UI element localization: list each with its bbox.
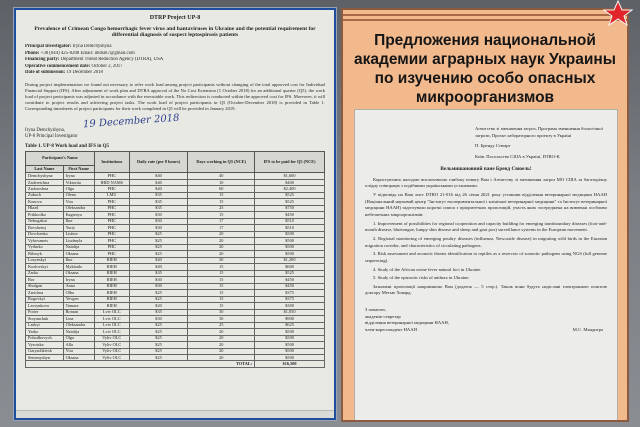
- table-cell: $500: [255, 251, 325, 257]
- col-header-rate: Daily rate (per 8 hours): [129, 152, 188, 173]
- table-cell: 17: [188, 225, 255, 231]
- meta-label: Operative commencement date:: [25, 63, 91, 69]
- table-cell: $900: [255, 316, 325, 322]
- table-cell: 20: [188, 354, 255, 360]
- table-cell: $2,400: [255, 186, 325, 192]
- table-cell: Oksana: [63, 270, 94, 276]
- table-cell: $600: [255, 264, 325, 270]
- table-cell: $375: [255, 290, 325, 296]
- workload-table: [25, 151, 325, 368]
- table-cell: $375: [255, 296, 325, 302]
- table-cell: $25: [129, 231, 188, 237]
- table-cell: Porter: [26, 309, 64, 315]
- total-value: $16,500: [255, 361, 325, 367]
- table-cell: PHC: [94, 225, 129, 231]
- table-cell: $500: [255, 244, 325, 250]
- table-cell: 15: [188, 303, 255, 309]
- table-cell: $510: [255, 225, 325, 231]
- table-cell: Vyliv OLC: [94, 348, 129, 354]
- red-star-icon: [598, 0, 638, 26]
- meta-label: Phone:: [25, 50, 40, 56]
- table-cell: Ihor: [63, 257, 94, 263]
- table-cell: $40: [129, 186, 188, 192]
- table-cell: Zarichna: [26, 290, 64, 296]
- table-cell: PHC: [94, 218, 129, 224]
- table-cell: $500: [255, 335, 325, 341]
- project-title: Prevalence of Crimean Congo hemorrhagic fever virus and hantaviruses in Ukraine and the potential requirement for differential diagnosis of suspect leptospirosis patients: [34, 25, 316, 39]
- table-cell: Stoyanchuk: [26, 316, 64, 322]
- meta-value: October 2, 2017: [91, 63, 123, 69]
- letter-closing: [365, 307, 607, 334]
- table-cell: Vira: [63, 199, 94, 205]
- table-cell: PHC: [94, 212, 129, 218]
- table-cell: RIEH: [94, 303, 129, 309]
- table-cell: Zadoroshna: [26, 186, 64, 192]
- table-cell: Vyhovanets: [26, 238, 64, 244]
- table-cell: $25: [129, 322, 188, 328]
- table-cell: 20: [188, 231, 255, 237]
- table-cell: Liudmyla: [63, 238, 94, 244]
- table-cell: Oksana: [63, 251, 94, 257]
- table-cell: Prikhodko: [26, 212, 64, 218]
- table-cell: $625: [255, 322, 325, 328]
- table-cell: Lviv OLC: [94, 316, 129, 322]
- table-cell: Eugeniya: [63, 212, 94, 218]
- table-cell: $300: [255, 303, 325, 309]
- table-cell: RIEH: [94, 283, 129, 289]
- table-cell: Natalija: [63, 244, 94, 250]
- table-cell: $25: [129, 296, 188, 302]
- table-cell: 25: [188, 322, 255, 328]
- table-cell: Olga: [63, 186, 94, 192]
- table-cell: Zarko: [26, 270, 64, 276]
- table-cell: Oleksandra: [63, 322, 94, 328]
- table-cell: $25: [129, 244, 188, 250]
- table-cell: $500: [255, 348, 325, 354]
- table-cell: 15: [188, 270, 255, 276]
- table-cell: 60: [188, 186, 255, 192]
- table-cell: 15: [188, 199, 255, 205]
- meta-value: Department Threat Reduction Agency (DTRA), USA: [60, 57, 164, 63]
- table-cell: $30: [129, 283, 188, 289]
- table-cell: Oksana: [63, 354, 94, 360]
- closing-line: З повагою,: [365, 307, 386, 313]
- table-cell: $25: [129, 342, 188, 348]
- proposal-slide-panel: [341, 8, 629, 422]
- table-cell: Kozlovskyi: [26, 264, 64, 270]
- table-cell: 20: [188, 342, 255, 348]
- table-cell: 20: [188, 335, 255, 341]
- table-cell: 15: [188, 283, 255, 289]
- table-cell: 20: [188, 244, 255, 250]
- slide-stripe: [343, 19, 627, 21]
- table-cell: $1,050: [255, 309, 325, 315]
- table-cell: $35: [129, 309, 188, 315]
- project-document-panel: [14, 8, 336, 420]
- letter-paragraph: 2. Regional monitoring of emerging poultry diseases (influenza, Newcastle disease) in migrating wild birds in the Eurasian migration corridor, and characteristics of circulating pathogens.: [365, 235, 607, 248]
- table-cell: $25: [129, 354, 188, 360]
- table-cell: Vyliv OLC: [94, 354, 129, 360]
- table-cell: 20: [188, 238, 255, 244]
- table-cell: LMU: [94, 192, 129, 198]
- table-cell: $40: [129, 173, 188, 179]
- table-cell: Vyliv OLC: [94, 342, 129, 348]
- table-cell: $25: [129, 329, 188, 335]
- panel-footer: [16, 410, 334, 418]
- table-cell: $1,600: [255, 173, 325, 179]
- table-cell: Shulgan: [26, 283, 64, 289]
- table-cell: Iryna: [63, 277, 94, 283]
- document-header: [25, 15, 325, 39]
- signer: [25, 128, 78, 140]
- table-cell: Lviv OLC: [94, 329, 129, 335]
- table-cell: $510: [255, 218, 325, 224]
- table-cell: Oleksandra: [63, 205, 94, 211]
- table-cell: PHC: [94, 231, 129, 237]
- participants-group-header: Participant's Name: [26, 152, 95, 166]
- table-cell: Lozynskyi: [26, 257, 64, 263]
- table-cell: PHC: [94, 199, 129, 205]
- table-cell: Natalija: [63, 329, 94, 335]
- table-cell: $25: [129, 335, 188, 341]
- table-cell: $500: [255, 231, 325, 237]
- table-cell: Bovshensj: [26, 225, 64, 231]
- table-cell: $25: [129, 290, 188, 296]
- col-header-last-name: Last Name: [26, 166, 64, 173]
- table-cell: $450: [255, 212, 325, 218]
- table-cell: 15: [188, 212, 255, 218]
- table-cell: $40: [129, 179, 188, 185]
- table-cell: 25: [188, 205, 255, 211]
- table-cell: $35: [129, 199, 188, 205]
- table-cell: PHC: [94, 251, 129, 257]
- table-cell: Konova: [26, 199, 64, 205]
- letter-paragraph: Зазначені пропозиції направляємо Вам (додаток — 5 стор.). Також вони будуть надіслані електронною поштою доктору Метью Ховард.: [365, 283, 607, 296]
- meta-label: Date of submission:: [25, 70, 66, 76]
- signature-block: [25, 112, 325, 143]
- table-cell: Zubach: [26, 192, 64, 198]
- table-cell: Yevgen: [63, 296, 94, 302]
- table-cell: 17: [188, 218, 255, 224]
- closing-line: член-кореспондент НААН: [365, 327, 417, 333]
- table-cell: Vydurko: [26, 244, 64, 250]
- table-cell: Hlazd: [26, 205, 64, 211]
- table-cell: $1,200: [255, 257, 325, 263]
- table-cell: IHID NAMS: [94, 179, 129, 185]
- closing-line: академік-секретар: [365, 313, 401, 319]
- table-cell: 40: [188, 173, 255, 179]
- table-cell: 15: [188, 192, 255, 198]
- letter-paragraph: 4. Study of the African swine fever natural foci in Ukraine.: [373, 266, 482, 272]
- letter-signer: М.С. Мандигра: [572, 327, 603, 333]
- table-cell: $35: [129, 192, 188, 198]
- signer-name: Iryna Demchyshyna,: [25, 128, 65, 134]
- table-cell: $20: [129, 303, 188, 309]
- table-cell: $750: [255, 205, 325, 211]
- table-cell: $30: [129, 277, 188, 283]
- col-header-days: Days working in Q5 (NCE): [188, 152, 255, 173]
- table-cell: Liubov: [63, 231, 94, 237]
- table-cell: Mykhailo: [63, 264, 94, 270]
- table-cell: 20: [188, 251, 255, 257]
- col-header-institution: Institutions: [94, 152, 129, 173]
- table-cell: 30: [188, 257, 255, 263]
- table-cell: Anna: [63, 283, 94, 289]
- table-cell: Semenyshyn: [26, 354, 64, 360]
- table-cell: Yuriy: [63, 225, 94, 231]
- letter-salutation: Вельмишановний пане Бренд Свюель!: [440, 165, 532, 172]
- table-cell: Alla: [63, 342, 94, 348]
- table-cell: $525: [255, 270, 325, 276]
- letter-paragraph: 5. Study of the epizootic risks of anthrax in Ukraine.: [373, 275, 470, 281]
- letter-body: [365, 177, 607, 298]
- letter-signature: [365, 307, 607, 334]
- letter-paragraph: Користуючись нагодою висловлюємо глибоку повагу Вам і Агентству зі зменшення загроз МО США за багаторічну плідну співпрацю з подібними українськими установами.: [365, 176, 607, 189]
- project-meta: [25, 44, 325, 76]
- table-cell: RIEH: [94, 296, 129, 302]
- table-cell: Vyliv OLC: [94, 335, 129, 341]
- table-cell: $30: [129, 316, 188, 322]
- table-cell: RIEH: [94, 257, 129, 263]
- address-line: Агентство зі зменшення загроз, Програма зменшення біологічної загрози, Проєкт лабораторного проекту в Україні: [475, 126, 603, 138]
- table-cell: Pohodkovych: [26, 335, 64, 341]
- table-cell: $400: [255, 179, 325, 185]
- table-cell: $500: [255, 354, 325, 360]
- table-cell: Yarko: [26, 329, 64, 335]
- table-total-row: [26, 361, 325, 367]
- table-cell: $500: [255, 342, 325, 348]
- table-cell: Garyachkivsk: [26, 348, 64, 354]
- signer-role: UP-8 Principal Investigator: [25, 134, 78, 140]
- table-cell: Demchyshyna: [26, 173, 64, 179]
- table-cell: $35: [129, 205, 188, 211]
- table-cell: $25: [129, 251, 188, 257]
- table-cell: 20: [188, 329, 255, 335]
- table-cell: $35: [129, 270, 188, 276]
- table-cell: $25: [129, 348, 188, 354]
- table-cell: Roman: [63, 309, 94, 315]
- table-cell: 30: [188, 316, 255, 322]
- col-header-ifs: IFS to be paid for Q5 (NCE): [255, 152, 325, 173]
- table-cell: $40: [129, 264, 188, 270]
- meta-value: +38 (044) 425-0208 Email: imdsm7@gmail.com: [40, 50, 135, 56]
- meta-label: Principal Investigator:: [25, 44, 72, 50]
- table-cell: PHC: [94, 238, 129, 244]
- table-cell: Lina: [63, 316, 94, 322]
- table-cell: Lavrynkova: [26, 303, 64, 309]
- table-cell: PHC: [94, 186, 129, 192]
- address-line: П. Бренду Стюарт: [475, 143, 511, 149]
- meta-value: 19 December 2018: [66, 70, 103, 76]
- document-body: During project implementation we found out necessary to refer work load among project participants without changing of the total approved cost for Individual Financial Support (IFS). After adjustment of work plan and DTRA approval of the No Cost Extension (1 October 2018) for an additional quarter (Q5), the work load of project participants was adjusted in accordance with the executable work. This redirection is conducted within the approved cost for IFS. Moreover, it will contribute to project results and achieving project tasks. The work load of project participants in Q5 (October-December 2018) is provided in Table 1. Corresponding timesheets of project participants for their work completed in Q5 will be provided in January 2019.: [25, 81, 325, 112]
- table-cell: 30: [188, 309, 255, 315]
- table-cell: Nebogakut: [26, 218, 64, 224]
- letter-address: [475, 126, 607, 161]
- table-cell: Zaderetchna: [26, 179, 64, 185]
- table-cell: Lviv OLC: [94, 322, 129, 328]
- project-code: DTRP Project UP-8: [149, 15, 201, 21]
- table-cell: Olena: [63, 192, 94, 198]
- col-header-first-name: First Name: [63, 166, 94, 173]
- letter-paragraph: 3. Risk assessment and zoonotic threats identification to reptiles as a reservoir of zoonotic pathogens using NGS (full genome sequencing).: [365, 251, 607, 263]
- table-cell: $25: [129, 238, 188, 244]
- slide-stripe: [343, 14, 627, 16]
- letter-paragraph: 1. Improvement of possibilities for regional cooperation and capacity building for emerging transboundary diseases (foot-and-mouth disease, bluetongue, lumpy skin disease and sheep and goat pox) surveillance systems in the European movement.: [365, 220, 607, 233]
- table-cell: Vysotska: [26, 342, 64, 348]
- table-cell: 15: [188, 296, 255, 302]
- table-cell: RIEH: [94, 264, 129, 270]
- table-cell: $30: [129, 218, 188, 224]
- table-cell: Bilonyk: [26, 251, 64, 257]
- table-cell: Rogovkyi: [26, 296, 64, 302]
- table-cell: $525: [255, 192, 325, 198]
- table-cell: Bor: [26, 277, 64, 283]
- workload-table-body: [26, 173, 325, 368]
- table-cell: Ihor: [63, 218, 94, 224]
- table-cell: Olga: [63, 335, 94, 341]
- table-cell: $500: [255, 238, 325, 244]
- table-cell: RIEH: [94, 277, 129, 283]
- letter-paragraph: У відповідь на Ваш лист DTRO 21-016 від 26 січня 2021 року установи відділення ветеринарної медицини НААН (Національний науковий центр "Інститут експериментальної і клінічної ветеринарної медицини" та Інститут ветеринарної медицини НААН) підготували короткі описи з пріоритетних пропозицій, участь яких зосереджена на вивченні особливо небезпечних мікроорганізмів:: [365, 191, 607, 217]
- table-cell: RIEH: [94, 290, 129, 296]
- table-cell: $500: [255, 329, 325, 335]
- table-cell: Iryna: [63, 173, 94, 179]
- table-cell: Vira: [63, 348, 94, 354]
- table-cell: 15: [188, 290, 255, 296]
- table-cell: 15: [188, 264, 255, 270]
- letter-document: [354, 109, 618, 422]
- table-cell: PHC: [94, 205, 129, 211]
- table-cell: PHC: [94, 244, 129, 250]
- table-cell: $30: [129, 212, 188, 218]
- table-cell: PHC: [94, 173, 129, 179]
- meta-label: Financing party:: [25, 57, 60, 63]
- table-cell: Lviv OLC: [94, 309, 129, 315]
- table-cell: $525: [255, 199, 325, 205]
- table-cell: $450: [255, 277, 325, 283]
- handwritten-date: 19 December 2018: [82, 112, 180, 131]
- table-cell: $450: [255, 283, 325, 289]
- table-cell: 10: [188, 179, 255, 185]
- address-line: Київ. Посольство США в Україні, DTRO-K: [475, 153, 560, 159]
- table-cell: $40: [129, 257, 188, 263]
- table-cell: 20: [188, 348, 255, 354]
- closing-line: відділення ветеринарної медицини НААН,: [365, 320, 449, 326]
- meta-row: [25, 70, 325, 76]
- table-cell: Viktoriia: [63, 179, 94, 185]
- table-cell: Dovchenko: [26, 231, 64, 237]
- table-cell: Lashyi: [26, 322, 64, 328]
- table-cell: RIEH: [94, 270, 129, 276]
- table-title: Table 1. UP-8 Work load and IFS in Q5: [25, 144, 110, 150]
- table-cell: $30: [129, 225, 188, 231]
- meta-value: Iryna Demchyshyna: [72, 44, 112, 50]
- table-cell: Olha: [63, 290, 94, 296]
- slide-title: Предложения национальной академии аграрных наук Украины по изучению особо опасных микроорганизмов: [354, 32, 616, 106]
- table-cell: 15: [188, 277, 255, 283]
- table-cell: Tamara: [63, 303, 94, 309]
- total-label: TOTAL:: [26, 361, 255, 367]
